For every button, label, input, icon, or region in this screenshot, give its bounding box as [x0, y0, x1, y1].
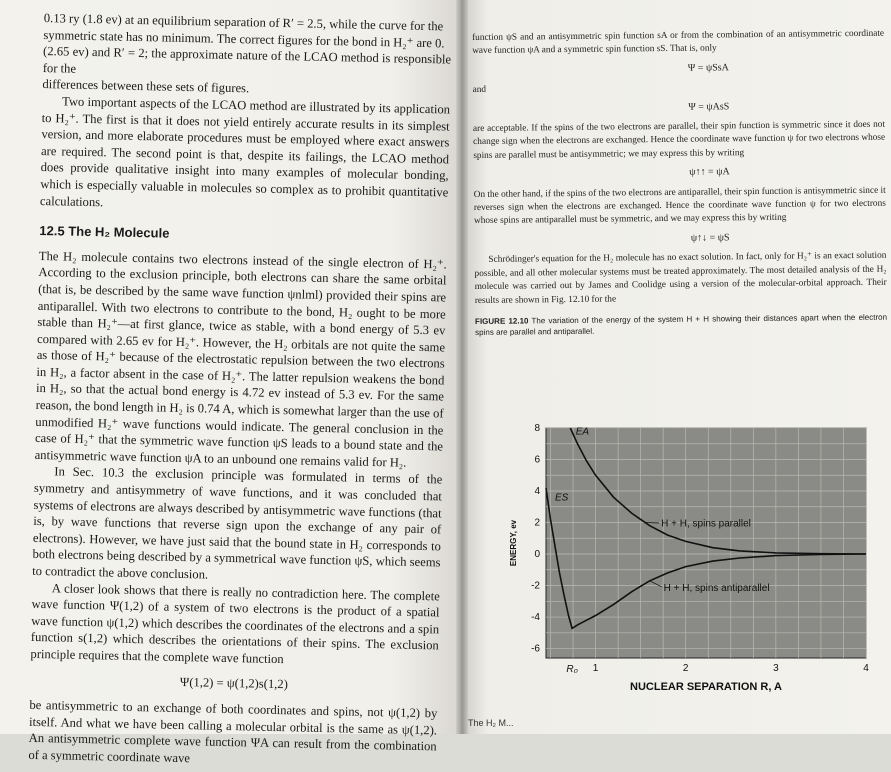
curve-energy-label: ES [555, 492, 569, 503]
series-label: H + H, spins antiparallel [664, 583, 770, 594]
right-page-text [472, 28, 887, 338]
equation-complete-wave-function: Ψ(1,2) = ψ(1,2)s(1,2) [30, 670, 438, 695]
paragraph-parallel-spins: are acceptable. If the spins of the two electrons are parallel, their spin function is symmetric since it does not change sign when the electrons are exchanged. Hence the coordinate wave function ψ for two electrons whose spins are parallel must be antisymmetric; we may express this by writing [473, 119, 885, 164]
intro-line-1: 0.13 ry (1.8 ev) at an equilibrium separation of R′ = 2.5, while the curve for the [44, 10, 452, 35]
paragraph-h2-molecule: The H₂ molecule contains two electrons instead of the single electron of H₂⁺. According to the exclusion principle, both electrons can share the same orbital (that is, be described by the same wave function ψnlml) provided their spins are antiparallel. With two electrons to contribute to the bond, H₂ ought to be more stable than H₂⁺—at first glance, twice as stable, with a bond energy of 5.3 ev compared with 2.65 ev for H₂⁺. However, the H₂ orbitals are not quite the same as those of H₂⁺ because of the electrostatic repulsion between the two electrons in H₂, a factor absent in the case of H₂⁺. The latter repulsion weakens the bond in H₂, so that the actual bond energy is 4.72 ev instead of 5.3 ev. For the same reason, the bond length in H₂ is 0.74 A, which is somewhat larger than the use of unmodified H₂⁺ wave functions would indicate. The general conclusion in the case of H₂⁺ that the symmetric wave function ψS leads to a bound state and the antisymmetric wave function ψA to an unbound one remains valid for H₂. [35, 248, 447, 472]
x-axis-label: NUCLEAR SEPARATION R, A [630, 681, 782, 693]
figure-12-10 [476, 410, 876, 715]
y-axis-label: ENERGY, ev [509, 519, 518, 566]
series-label: H + H, spins parallel [661, 519, 751, 530]
y-tick-label: -4 [531, 612, 540, 623]
equation-psi-a-ss: Ψ = ψAsS [533, 98, 885, 115]
left-page [0, 0, 462, 734]
y-tick-label: -2 [531, 581, 540, 592]
book-gutter [456, 0, 468, 734]
intro-line-2: symmetric state has no minimum. The correct figures for the bond in H₂⁺ are 0. [43, 27, 451, 52]
x-tick-label: 1 [593, 663, 599, 674]
and-word: and [473, 80, 885, 98]
x-tick-label: 3 [773, 663, 779, 674]
right-page [462, 0, 891, 734]
figure-label: FIGURE 12.10 [475, 316, 529, 326]
x-tick-label: 4 [863, 663, 869, 674]
y-tick-label: -6 [531, 644, 540, 655]
left-page-text [28, 10, 452, 772]
section-heading: 12.5 The H₂ Molecule [39, 223, 447, 248]
equation-psi-parallel: ψ↑↑ = ψA [533, 164, 885, 181]
y-tick-label: 2 [534, 518, 540, 529]
r0-tick-label: R₀ [566, 664, 577, 675]
paragraph-antiparallel-spins: On the other hand, if the spins of the two electrons are antiparallel, their spin function is antisymmetric since it reverses sign when the electrons are exchanged. Hence the coordinate wave function ψ for two electrons whose spins are antiparallel must be symmetric, and we may express this by writing [474, 184, 886, 229]
paragraph-top: function ψS and an antisymmetric spin function sA or from the combination of an antisymmetric coordinate wave function ψA and a symmetric spin function sS. That is, only [472, 28, 884, 59]
y-tick-label: 6 [534, 455, 540, 466]
y-tick-label: 8 [534, 423, 540, 434]
y-tick-label: 4 [534, 486, 540, 497]
intro-line-4: differences between these sets of figures. [42, 76, 450, 101]
y-tick-label: 0 [534, 549, 540, 560]
intro-line-3: (2.65 ev) and R′ = 2; the approximate nature of the LCAO method is responsible for the [43, 43, 452, 85]
paragraph-closer-look: A closer look shows that there is really no contradiction here. The complete wave function Ψ(1,2) of a system of two electrons is the product of a spatial wave function ψ(1,2) which describes the coordinates of the electrons and a spin function s(1,2) which describes the orientations of their spins. The exclusion principle requires that the complete wave function [30, 579, 440, 670]
x-tick-label: 2 [683, 663, 689, 674]
running-head: The H₂ M... [468, 718, 514, 728]
paragraph-lcao: Two important aspects of the LCAO method are illustrated by its application to H₂⁺. The first is that it does not yield entirely accurate results in its simplest version, and more elaborate procedures must be employed where exact answers are required. The second point is that, despite its failings, the LCAO method does provide qualitative insight into many examples of molecular bonding, which is especially valuable in molecules so complex as to prohibit quantitative calculations. [40, 93, 450, 218]
equation-psi-antiparallel: ψ↑↓ = ψS [534, 230, 886, 247]
energy-chart [476, 410, 876, 715]
figure-caption [475, 312, 887, 338]
equation-psi-s-sa: Ψ = ψSsA [532, 59, 884, 76]
paragraph-sec-10-3: In Sec. 10.3 the exclusion principle was formulated in terms of the symmetry and antisymmetry of wave functions, and it was concluded that systems of electrons are always described by antisymmetric wave functions (that is, by wave functions that reverse sign upon the exchange of any pair of electrons). However, we have just said that the bound state in H₂ corresponds to both electrons being described by a symmetrical wave function ψS, which seems to contradict the above conclusion. [32, 463, 442, 588]
curve-energy-label: EA [576, 426, 590, 437]
paragraph-after-equation: be antisymmetric to an exchange of both coordinates and spins, not ψ(1,2) by itself. And what we have been calling a molecular orbital is the same as ψ(1,2). An antisymmetric complete wave function ΨA can result from the combination of a symmetric coordinate wave [28, 697, 437, 772]
paragraph-schrodinger: Schrödinger's equation for the H₂ molecule has no exact solution. In fact, only for H₂⁺ is an exact solution possible, and all other molecular systems must be treated approximately. The most detailed analysis of the H₂ molecule was carried out by James and Coolidge using a version of the molecular-orbital approach. Their results are shown in Fig. 12.10 for the [474, 250, 887, 308]
plot-area [546, 428, 866, 658]
figure-caption-text: The variation of the energy of the system H + H showing their distances apart when the electron spins are parallel and antiparallel. [475, 313, 887, 337]
